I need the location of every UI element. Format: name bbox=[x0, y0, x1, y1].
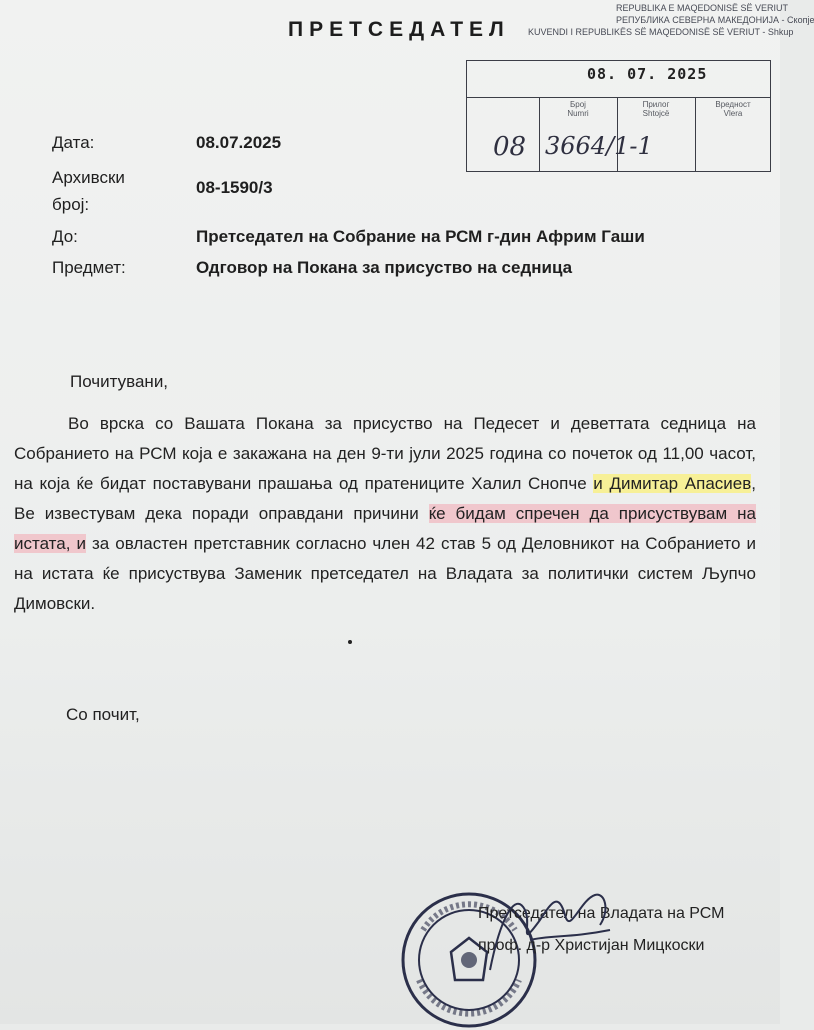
highlight-pink: ќе бидам спречен да присуствувам на истата, и bbox=[14, 504, 756, 553]
subject-label: Предмет: bbox=[52, 258, 126, 277]
recipient: Претседател на Собрание на РСМ г-дин Африм Гаши bbox=[196, 227, 645, 246]
body-text: за овластен претставник согласно член 42 став 5 од Деловникот на Собранието и на истата ќе присуствува Заменик претседател на Владата за политички систем Љупчо Димовски. bbox=[14, 534, 757, 613]
archive-label: Архивски број: bbox=[52, 168, 125, 214]
stamp-line: REPUBLIKA E MAQEDONISË SË VERIUT bbox=[616, 3, 789, 13]
subject: Одговор на Покана за присуство на седница bbox=[196, 258, 573, 277]
handwritten-signature bbox=[470, 880, 630, 990]
body-paragraph bbox=[14, 409, 756, 619]
ink-dot bbox=[348, 640, 352, 644]
stamp-col-label: Број Numri bbox=[567, 100, 589, 118]
highlight-yellow: и Димитар Апасиев bbox=[593, 474, 752, 493]
stamp-col-label: Вредност Vlera bbox=[715, 100, 751, 118]
stamp-received-date: 08. 07. 2025 bbox=[587, 65, 708, 83]
stamp-col-label: Прилог Shtojcë bbox=[642, 100, 670, 118]
stamp-line: РЕПУБЛИКА СЕВЕРНА МАКЕДОНИЈА - Скопје bbox=[616, 15, 814, 25]
date-value: 08.07.2025 bbox=[196, 133, 282, 152]
to-label: До: bbox=[52, 227, 78, 246]
date-label: Дата: bbox=[52, 133, 95, 152]
document-title: ПРЕТСЕДАТЕЛ bbox=[288, 18, 510, 41]
stamp-divider bbox=[695, 98, 696, 172]
stamp-grid bbox=[467, 97, 770, 172]
registry-stamp bbox=[466, 60, 771, 172]
greeting: Почитувани, bbox=[70, 372, 169, 391]
stamp-handwritten-org: 08 bbox=[493, 132, 527, 162]
signature-title: Претседател на Владата на РСМ bbox=[478, 905, 725, 922]
stamp-handwritten-number: 3664/1-1 bbox=[545, 132, 653, 160]
closing: Со почит, bbox=[66, 705, 140, 724]
stamp-line: KUVENDI I REPUBLIKËS SË MAQEDONISË SË VERIUT - Shkup bbox=[528, 27, 794, 37]
signatory-name: проф. д-р Христијан Мицкоски bbox=[478, 937, 705, 954]
stamp-header bbox=[468, 2, 814, 38]
archive-number: 08-1590/3 bbox=[196, 178, 273, 197]
body-text: Во врска со Вашата Покана за присуство на Педесет и деветтата седница на Собранието на РСМ која е закажана на ден 9-ти јули 2025 година со почеток од 11,00 часот, на која ќе бидат поставувани прашања од пратениците Халил Снопче bbox=[14, 414, 756, 493]
stamp-divider bbox=[539, 98, 540, 172]
body-text: , Ве известувам дека поради оправдани причини bbox=[14, 474, 757, 523]
